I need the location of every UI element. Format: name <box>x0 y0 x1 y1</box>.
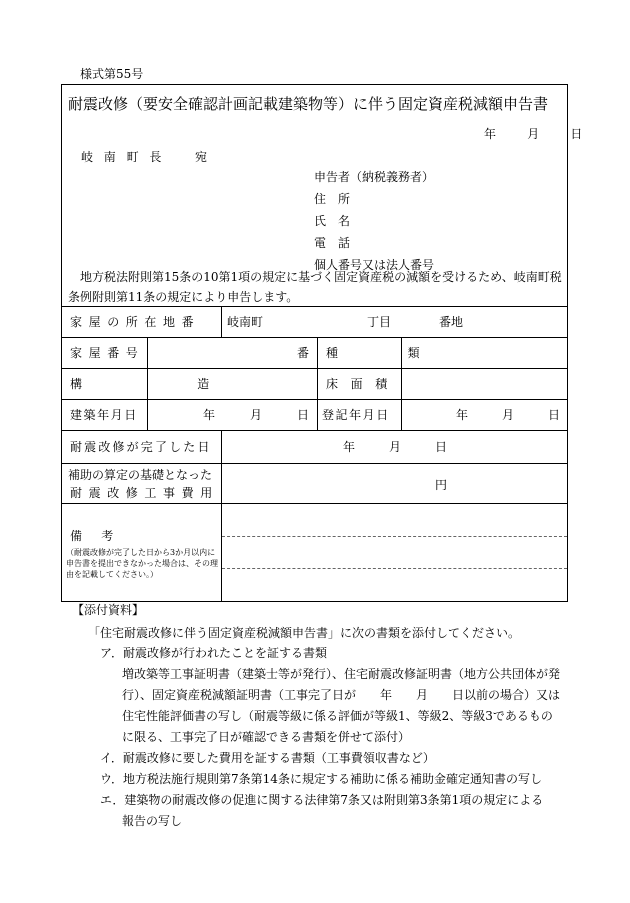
page-title: 耐震改修（要安全確認計画記載建築物等）に伴う固定資産税減額申告書 <box>68 95 549 113</box>
remarks-note: （耐震改修が完了した日から3か月以内に申告書を提出できなかった場合は、その理由を記載してください。） <box>66 548 218 579</box>
applicant-id-label: 個人番号又は法人番号 <box>314 258 435 272</box>
form-number: 様式第55号 <box>80 67 144 81</box>
attachments-heading: 【添付資料】 <box>72 603 145 617</box>
location-banchi: 番地 <box>439 315 464 329</box>
location-label: 家屋の所在地番 <box>70 315 201 329</box>
house-number-label: 家屋番号 <box>70 346 145 360</box>
kind-label: 種 類 <box>326 346 449 360</box>
statement-line-1: 地方税法附則第15条の10第1項の規定に基づく固定資産税の減額を受けるため、岐南町税 <box>80 270 562 284</box>
completion-date-label: 耐震改修が完了した日 <box>70 440 212 454</box>
applicant-address-label: 住 所 <box>314 192 351 206</box>
attachment-a-line: 行）、固定資産税減額証明書（工事完了日が 年 月 日以前の場合）又は <box>122 688 561 702</box>
remarks-guide-line <box>222 536 567 537</box>
built-month: 月 <box>250 408 263 422</box>
applicant-heading: 申告者（納税義務者） <box>314 170 435 184</box>
house-number-ban: 番 <box>297 346 310 360</box>
attachments-intro: 「住宅耐震改修に伴う固定資産税減額申告書」に次の書類を添付してください。 <box>88 626 521 640</box>
table-rule <box>61 337 568 338</box>
table-rule <box>61 368 568 369</box>
applicant-name-label: 氏 名 <box>314 214 351 228</box>
table-col-rule <box>221 430 222 601</box>
registered-day: 日 <box>548 408 561 422</box>
table-col-rule <box>317 337 318 430</box>
table-rule <box>61 430 568 431</box>
attachment-e-line-1: エ．建築物の耐震改修の促進に関する法律第7条又は附則第3条第1項の規定による <box>100 793 544 807</box>
remarks-guide-line <box>222 568 567 569</box>
registered-year: 年 <box>456 408 469 422</box>
table-rule <box>61 399 568 400</box>
recipient: 岐南町長 宛 <box>81 150 218 164</box>
remarks-label: 備 考 <box>70 529 117 543</box>
location-town: 岐南町 <box>227 315 264 329</box>
structure-label: 構 造 <box>70 377 261 391</box>
application-date: 年 月 日 <box>484 127 585 141</box>
cost-label-2: 耐震改修工事費用 <box>70 486 219 500</box>
registered-month: 月 <box>502 408 515 422</box>
built-year: 年 <box>203 408 216 422</box>
completion-month: 月 <box>389 440 402 454</box>
cost-yen: 円 <box>435 478 448 492</box>
table-top-rule <box>61 306 568 307</box>
completion-year: 年 <box>343 440 356 454</box>
attachment-i: イ．耐震改修に要した費用を証する書類（工事費領収書など） <box>100 751 435 765</box>
completion-day: 日 <box>435 440 448 454</box>
attachment-a-line: 住宅性能評価書の写し（耐震等級に係る評価が等級1、等級2、等級3であるもの <box>122 709 553 723</box>
applicant-phone-label: 電 話 <box>314 236 351 250</box>
attachment-u: ウ．地方税法施行規則第7条第14条に規定する補助に係る補助金確定通知書の写し <box>100 772 542 786</box>
location-chome: 丁目 <box>367 315 392 329</box>
floor-area-label: 床面積 <box>326 377 400 391</box>
attachment-a-line: に限る、工事完了日が確認できる書類を併せて添付） <box>122 730 411 744</box>
attachment-a-title: ア．耐震改修が行われたことを証する書類 <box>100 646 328 660</box>
table-col-rule <box>221 306 222 337</box>
table-rule <box>61 503 568 504</box>
attachment-a-line: 増改築等工事証明書（建築士等が発行）、住宅耐震改修証明書（地方公共団体が発 <box>122 667 561 681</box>
cost-label-1: 補助の算定の基礎となった <box>68 468 213 482</box>
table-rule <box>61 463 568 464</box>
statement-line-2: 条例附則第11条の規定により申告します。 <box>68 290 299 304</box>
attachment-e-line-2: 報告の写し <box>122 814 183 828</box>
registered-date-label: 登記年月日 <box>322 408 390 422</box>
built-date-label: 建築年月日 <box>70 408 138 422</box>
built-day: 日 <box>297 408 310 422</box>
